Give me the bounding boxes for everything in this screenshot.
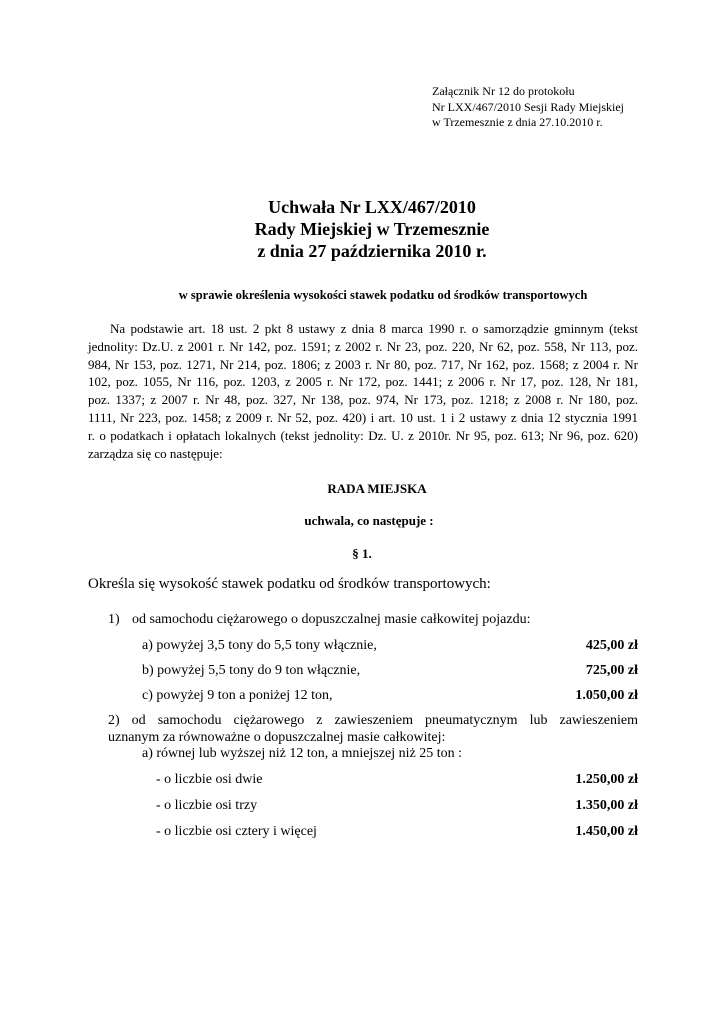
council-heading	[0, 481, 724, 497]
council-text: RADA MIEJSKA	[327, 481, 427, 496]
item-1-heading	[108, 612, 530, 628]
rate-label: b) powyżej 5,5 tony do 9 ton włącznie,	[142, 663, 361, 678]
title-line-1: Uchwała Nr LXX/467/2010	[268, 197, 476, 217]
rate-label: a) powyżej 3,5 tony do 5,5 tony włącznie,	[142, 638, 377, 653]
preamble-line: r. o podatkach i opłatach lokalnych (tekst jednolity: Dz. U. z 2010r. Nr 95, poz. 613; Nr 96, poz. 620)	[88, 427, 638, 443]
resolution-subject	[0, 288, 724, 303]
item-2-subpoint-a: a) równej lub wyższej niż 12 ton, a mniejszej niż 25 ton :	[142, 746, 462, 761]
item-1-number: 1)	[108, 612, 120, 627]
attachment-line-1: Załącznik Nr 12 do protokołu	[432, 84, 575, 98]
preamble	[88, 320, 638, 462]
axle-label: - o liczbie osi cztery i więcej	[156, 824, 317, 839]
axle-amount: 1.250,00 zł	[575, 772, 638, 787]
preamble-line: 102, poz. 1055, Nr 116, poz. 1203, z 2005 r. Nr 172, poz. 1441; z 2006 r. Nr 17, poz. 128, Nr 181,	[88, 374, 638, 390]
resolution-title	[0, 196, 724, 262]
attachment-line-2: Nr LXX/467/2010 Sesji Rady Miejskiej	[432, 99, 624, 114]
axle-label: - o liczbie osi trzy	[156, 798, 258, 813]
resolves-text: uchwala, co następuje :	[304, 513, 434, 528]
title-line-2: Rady Miejskiej w Trzemesznie	[254, 219, 490, 239]
item-2-heading	[108, 712, 638, 746]
paragraph-heading	[0, 546, 724, 562]
item-2-line-1: 2) od samochodu ciężarowego z zawieszeniem pneumatycznym lub zawieszeniem	[108, 713, 638, 728]
rate-amount: 1.050,00 zł	[575, 688, 638, 703]
rates-intro: Określa się wysokość stawek podatku od środków transportowych:	[88, 576, 491, 592]
subject-text: w sprawie określenia wysokości stawek podatku od środków transportowych	[178, 288, 588, 302]
axle-label: - o liczbie osi dwie	[156, 772, 263, 787]
preamble-line: 1111, Nr 223, poz. 1458; z 2009 r. Nr 52, poz. 420) i art. 10 ust. 1 i 2 ustawy z dnia 12 stycznia 1991	[88, 409, 638, 425]
preamble-line: Na podstawie art. 18 ust. 2 pkt 8 ustawy z dnia 8 marca 1990 r. o samorządzie gminnym (tekst	[110, 321, 638, 336]
axle-amount: 1.350,00 zł	[575, 798, 638, 813]
rate-amount: 425,00 zł	[585, 638, 638, 653]
preamble-line: 984, Nr 153, poz. 1271, Nr 214, poz. 1806; z 2003 r. Nr 80, poz. 717, Nr 162, poz. 1568; z 2004 r. Nr	[88, 356, 638, 372]
resolves-heading	[0, 513, 724, 529]
rate-amount: 725,00 zł	[585, 663, 638, 678]
axle-amount: 1.450,00 zł	[575, 824, 638, 839]
attachment-line-3: w Trzemesznie z dnia 27.10.2010 r.	[432, 115, 603, 129]
item-1-text: od samochodu ciężarowego o dopuszczalnej masie całkowitej pojazdu:	[132, 612, 531, 627]
item-2-line-2: uznanym za równoważne o dopuszczalnej masie całkowitej:	[108, 730, 446, 745]
title-line-3: z dnia 27 października 2010 r.	[257, 241, 487, 261]
preamble-line: jednolity: Dz.U. z 2001 r. Nr 142, poz. 1591; z 2002 r. Nr 23, poz. 220, Nr 62, poz. 558, Nr 113, poz.	[88, 338, 638, 354]
paragraph-text: § 1.	[352, 546, 372, 561]
rate-label: c) powyżej 9 ton a poniżej 12 ton,	[142, 688, 333, 703]
preamble-line: zarządza się co następuje:	[88, 445, 223, 461]
attachment-note	[432, 84, 624, 131]
preamble-line: poz. 1337; z 2007 r. Nr 48, poz. 327, Nr 138, poz. 974, Nr 173, poz. 1218; z 2008 r. Nr 180, poz.	[88, 392, 638, 408]
